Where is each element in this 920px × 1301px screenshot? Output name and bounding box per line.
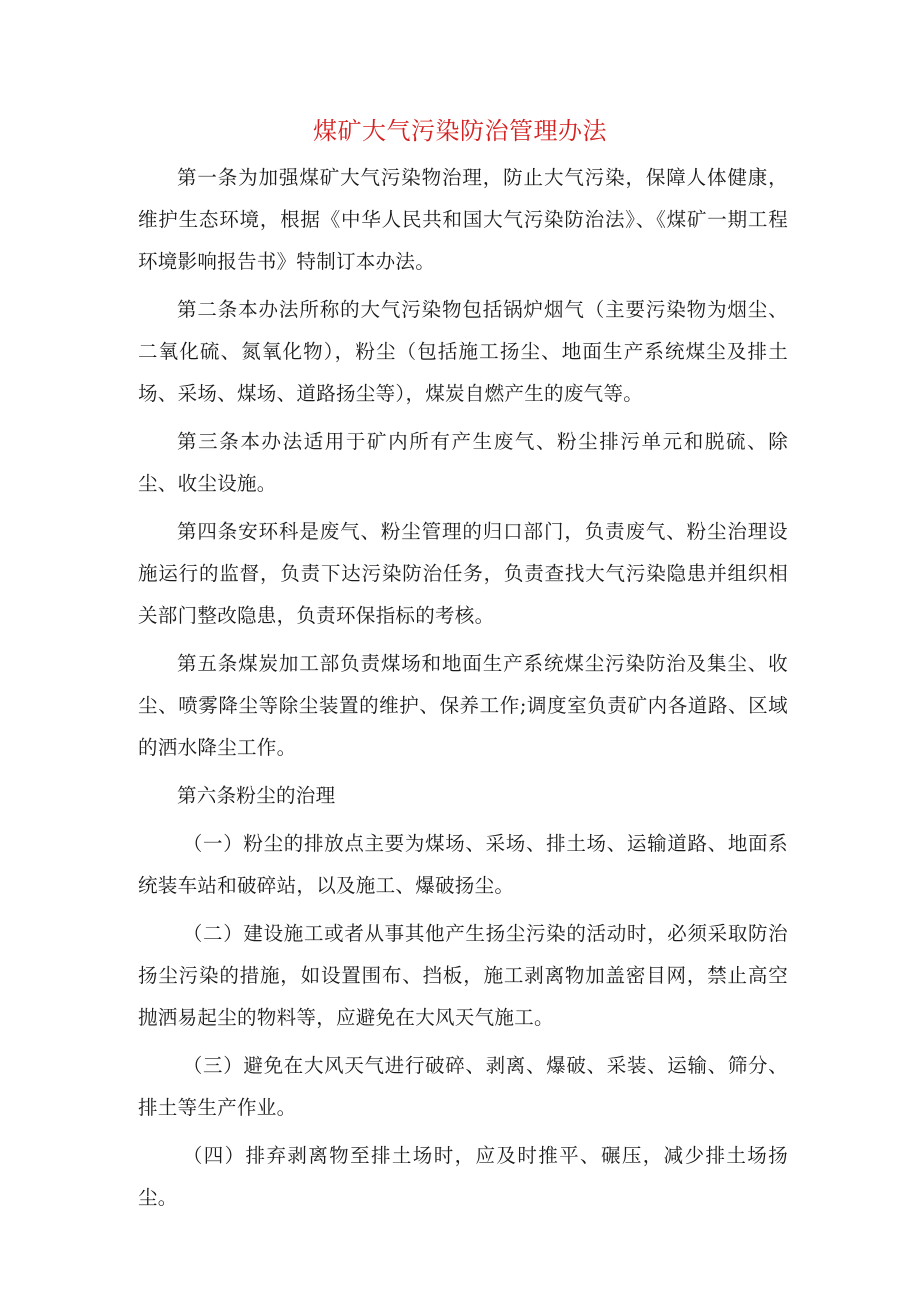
- article-1-paragraph: 第一条为加强煤矿大气污染物治理，防止大气污染，保障人体健康，维护生态环境，根据《中华人民共和国大气污染防治法》、《煤矿一期工程环境影响报告书》特制订本办法。: [138, 166, 788, 273]
- article-6-item-1: （一）粉尘的排放点主要为煤场、采场、排土场、运输道路、地面系统装车站和破碎站，以及施工、爆破扬尘。: [138, 832, 788, 897]
- article-3-paragraph: 第三条本办法适用于矿内所有产生废气、粉尘排污单元和脱硫、除尘、收尘设施。: [138, 430, 788, 495]
- article-6-item-3: （三）避免在大风天气进行破碎、剥离、爆破、采装、运输、筛分、排土等生产作业。: [138, 1054, 788, 1119]
- document-body: [138, 157, 788, 1225]
- document-title: 煤矿大气污染防治管理办法: [313, 117, 607, 145]
- article-6-item-4: （四）排弃剥离物至排土场时，应及时推平、碾压，减少排土场扬尘。: [138, 1144, 788, 1209]
- article-2-paragraph: 第二条本办法所称的大气污染物包括锅炉烟气（主要污染物为烟尘、二氧化硫、氮氧化物），粉尘（包括施工扬尘、地面生产系统煤尘及排土场、采场、煤场、道路扬尘等），煤炭自燃产生的废气等。: [138, 298, 788, 405]
- article-6-heading: 第六条粉尘的治理: [177, 784, 336, 807]
- article-6-item-2: （二）建设施工或者从事其他产生扬尘污染的活动时，必须采取防治扬尘污染的措施，如设置围布、挡板，施工剥离物加盖密目网，禁止高空抛洒易起尘的物料等，应避免在大风天气施工。: [138, 922, 788, 1029]
- article-4-paragraph: 第四条安环科是废气、粉尘管理的归口部门，负责废气、粉尘治理设施运行的监督，负责下达污染防治任务，负责查找大气污染隐患并组织相关部门整改隐患，负责环保指标的考核。: [138, 520, 788, 627]
- article-5-paragraph: 第五条煤炭加工部负责煤场和地面生产系统煤尘污染防治及集尘、收尘、喷雾降尘等除尘装置的维护、保养工作;调度室负责矿内各道路、区域的洒水降尘工作。: [138, 652, 788, 759]
